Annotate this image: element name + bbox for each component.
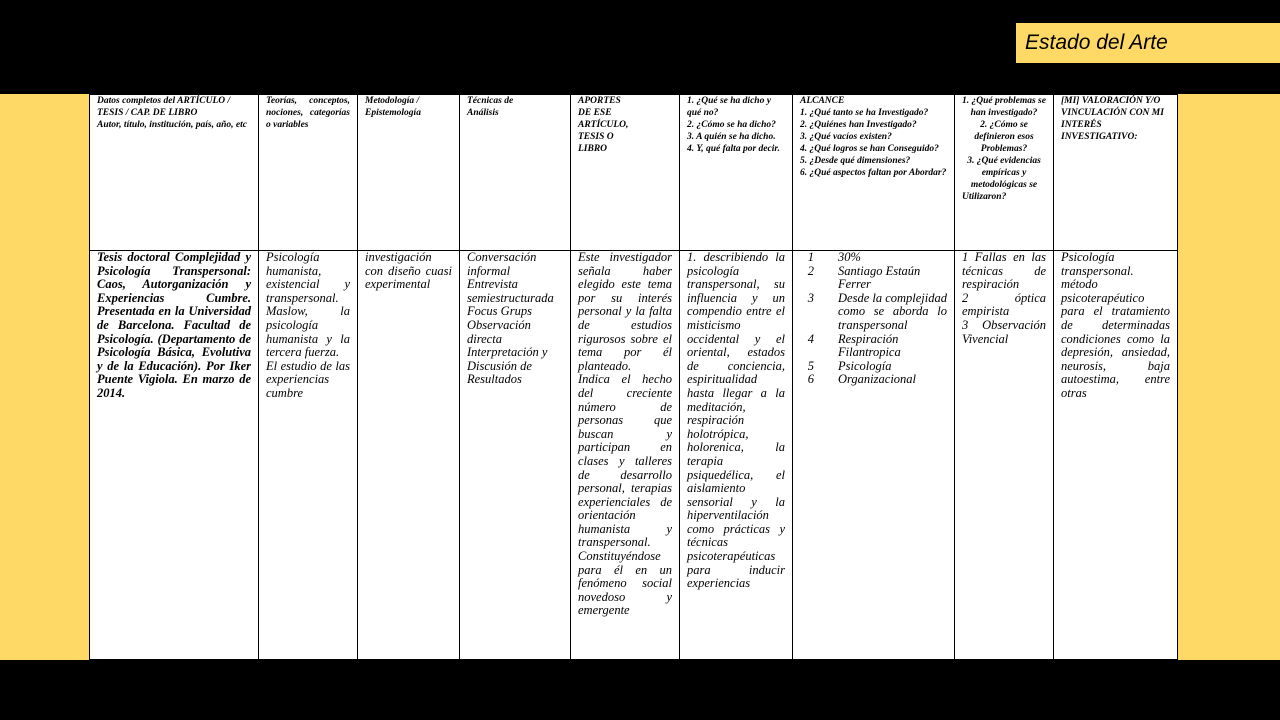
list-item	[800, 292, 947, 333]
header-alcance-line: 4. ¿Qué logros se han Conseguido?	[800, 144, 939, 154]
list-number: 3	[807, 291, 814, 305]
list-item	[800, 251, 947, 265]
header-valoracion-line: [MI] VALORACIÓN Y/O VINCULACIÓN CON MI INTERÉS INVESTIGATIVO:	[1061, 96, 1164, 142]
header-alcance-line: ALCANCE	[800, 96, 845, 106]
cell-problemas-line: 3 Observación Vivencial	[962, 317, 1046, 346]
header-preguntas-line: 4. Y, qué falta por decir.	[687, 144, 780, 154]
state-of-art-table	[89, 94, 1178, 660]
cell-aportes	[571, 251, 680, 660]
header-aportes-line: DE ESE	[578, 108, 612, 118]
list-text: Desde la complejidad como se aborda lo transpersonal	[838, 291, 947, 332]
list-number: 4	[807, 332, 814, 346]
header-tecnicas-line: Técnicas de Análisis	[467, 96, 514, 118]
header-problemas-line: 2. ¿Cómo se definieron esos Problemas?	[974, 120, 1034, 154]
list-number: 6	[807, 373, 814, 387]
cell-tecnicas-line: Entrevista semiestructurada	[467, 277, 554, 305]
cell-aportes-line: Indica el hecho del creciente número de personas que buscan y participan en clases y talleres de desarrollo personal, terapias experienciales de orientación humanista y transpersonal.	[578, 372, 672, 550]
header-alcance-line: 2. ¿Quiénes han Investigado?	[800, 120, 917, 130]
header-tecnicas	[460, 95, 571, 251]
cell-datos: Tesis doctoral Complejidad y Psicología Transpersonal: Caos, Autorganización y Experiencias Cumbre. Presentada en la Universidad de Barcelona. Facultad de Psicología. (Departamento de Psicología Básica, Evolutiva y de la Educación). Por Iker Puente Vigiola. En marzo de 2014.	[90, 251, 259, 660]
cell-problemas-line: 1 Fallas en las técnicas de respiración	[962, 250, 1046, 292]
cell-problemas-line: 2 óptica empirista	[962, 290, 1046, 319]
list-text: 30%	[838, 251, 861, 264]
header-problemas-line: Utilizaron?	[962, 192, 1007, 202]
cell-tecnicas-line: Focus Grups	[467, 304, 532, 319]
list-item	[800, 265, 947, 292]
cell-tecnicas-line: Observación directa	[467, 317, 531, 346]
header-preguntas-line: 2. ¿Cómo se ha dicho?	[687, 120, 776, 130]
header-preguntas-line: 1. ¿Qué se ha dicho y qué no?	[687, 96, 771, 118]
header-aportes-line: APORTES	[578, 96, 621, 106]
cell-tecnicas-line: Conversación informal	[467, 250, 537, 278]
left-accent-band	[0, 94, 89, 660]
header-datos-line: Datos completos del ARTÍCULO /	[97, 96, 231, 106]
cell-tecnicas	[460, 251, 571, 660]
list-text: Psicología	[838, 359, 892, 373]
list-text: Organizacional	[838, 373, 917, 387]
header-alcance	[793, 95, 955, 251]
right-accent-band	[1177, 94, 1280, 660]
header-metodologia	[358, 95, 460, 251]
header-teorias-line: Teorías, conceptos, nociones, categorías o variables	[266, 96, 350, 130]
header-alcance-line: 6. ¿Qué aspectos faltan por Abordar?	[800, 168, 947, 178]
cell-problemas	[955, 251, 1054, 660]
header-datos	[90, 95, 259, 251]
list-text: Santiago Estaún Ferrer	[838, 264, 921, 292]
header-aportes-line: ARTÍCULO,	[578, 120, 629, 130]
cell-teorias-line: Psicología humanista, existencial y transpersonal.	[266, 250, 350, 305]
header-preguntas	[680, 95, 793, 251]
cell-alcance	[793, 251, 955, 660]
list-item	[800, 373, 947, 387]
header-alcance-line: 3. ¿Qué vacíos existen?	[800, 132, 892, 142]
header-aportes-line: TESIS O	[578, 132, 614, 142]
header-aportes-line: LIBRO	[578, 144, 608, 154]
cell-tecnicas-line: Interpretación y Discusión de Resultados	[467, 345, 548, 387]
header-alcance-line: 5. ¿Desde qué dimensiones?	[800, 156, 911, 166]
cell-metodologia: investigación con diseño cuasi experimental	[358, 251, 460, 660]
cell-teorias	[259, 251, 358, 660]
list-number: 5	[807, 359, 814, 373]
list-item	[800, 333, 947, 360]
list-text: Respiración Filantropica	[838, 332, 901, 360]
header-problemas-line: 1. ¿Qué problemas se han investigado?	[962, 96, 1046, 118]
bottom-black-band	[0, 660, 1280, 720]
slide-title: Estado del Arte	[1016, 23, 1280, 63]
cell-preguntas: 1. describiendo la psicología transpersonal, su influencia y un compendio entre el misticismo occidental y el oriental, estados de conciencia, espiritualidad hasta llegar a la meditación, respiración holotrópica, holorenica, la terapia psiquedélica, el aislamiento sensorial y la hiperventilación como prácticas y técnicas psicoterapéuticas para inducir experiencias	[680, 251, 793, 660]
header-valoracion	[1054, 95, 1178, 251]
list-number: 2	[807, 264, 814, 278]
cell-aportes-line: Constituyéndose para él en un fenómeno social novedoso y emergente	[578, 549, 672, 618]
header-preguntas-line: 3. A quién se ha dicho.	[687, 132, 776, 142]
cell-teorias-line: El estudio de las experiencias cumbre	[266, 358, 350, 400]
header-problemas-line: 3. ¿Qué evidencias empíricas y metodológicas se	[967, 156, 1041, 190]
list-item	[800, 360, 947, 374]
header-row	[90, 95, 1178, 251]
header-teorias	[259, 95, 358, 251]
table-row	[90, 251, 1178, 660]
header-datos-line: TESIS / CAP. DE LIBRO	[97, 108, 198, 118]
header-metodologia-line: Metodología / Epistemología	[365, 96, 421, 118]
header-datos-line: Autor, título, institución, país, año, etc	[97, 120, 247, 130]
cell-teorias-line: Maslow, la psicología humanista y la tercera fuerza.	[266, 304, 350, 360]
alcance-list	[800, 251, 947, 387]
header-alcance-line: 1. ¿Qué tanto se ha Investigado?	[800, 108, 929, 118]
list-number: 1	[807, 251, 814, 264]
header-aportes	[571, 95, 680, 251]
cell-valoracion: Psicología transpersonal. método psicoterapéutico para el tratamiento de determinadas condiciones como la depresión, ansiedad, neurosis, baja autoestima, entre otras	[1054, 251, 1178, 660]
cell-aportes-line: Este investigador señala haber elegido este tema por su interés personal y la falta de estudios rigurosos sobre el tema por él planteado.	[578, 250, 672, 373]
header-problemas	[955, 95, 1054, 251]
